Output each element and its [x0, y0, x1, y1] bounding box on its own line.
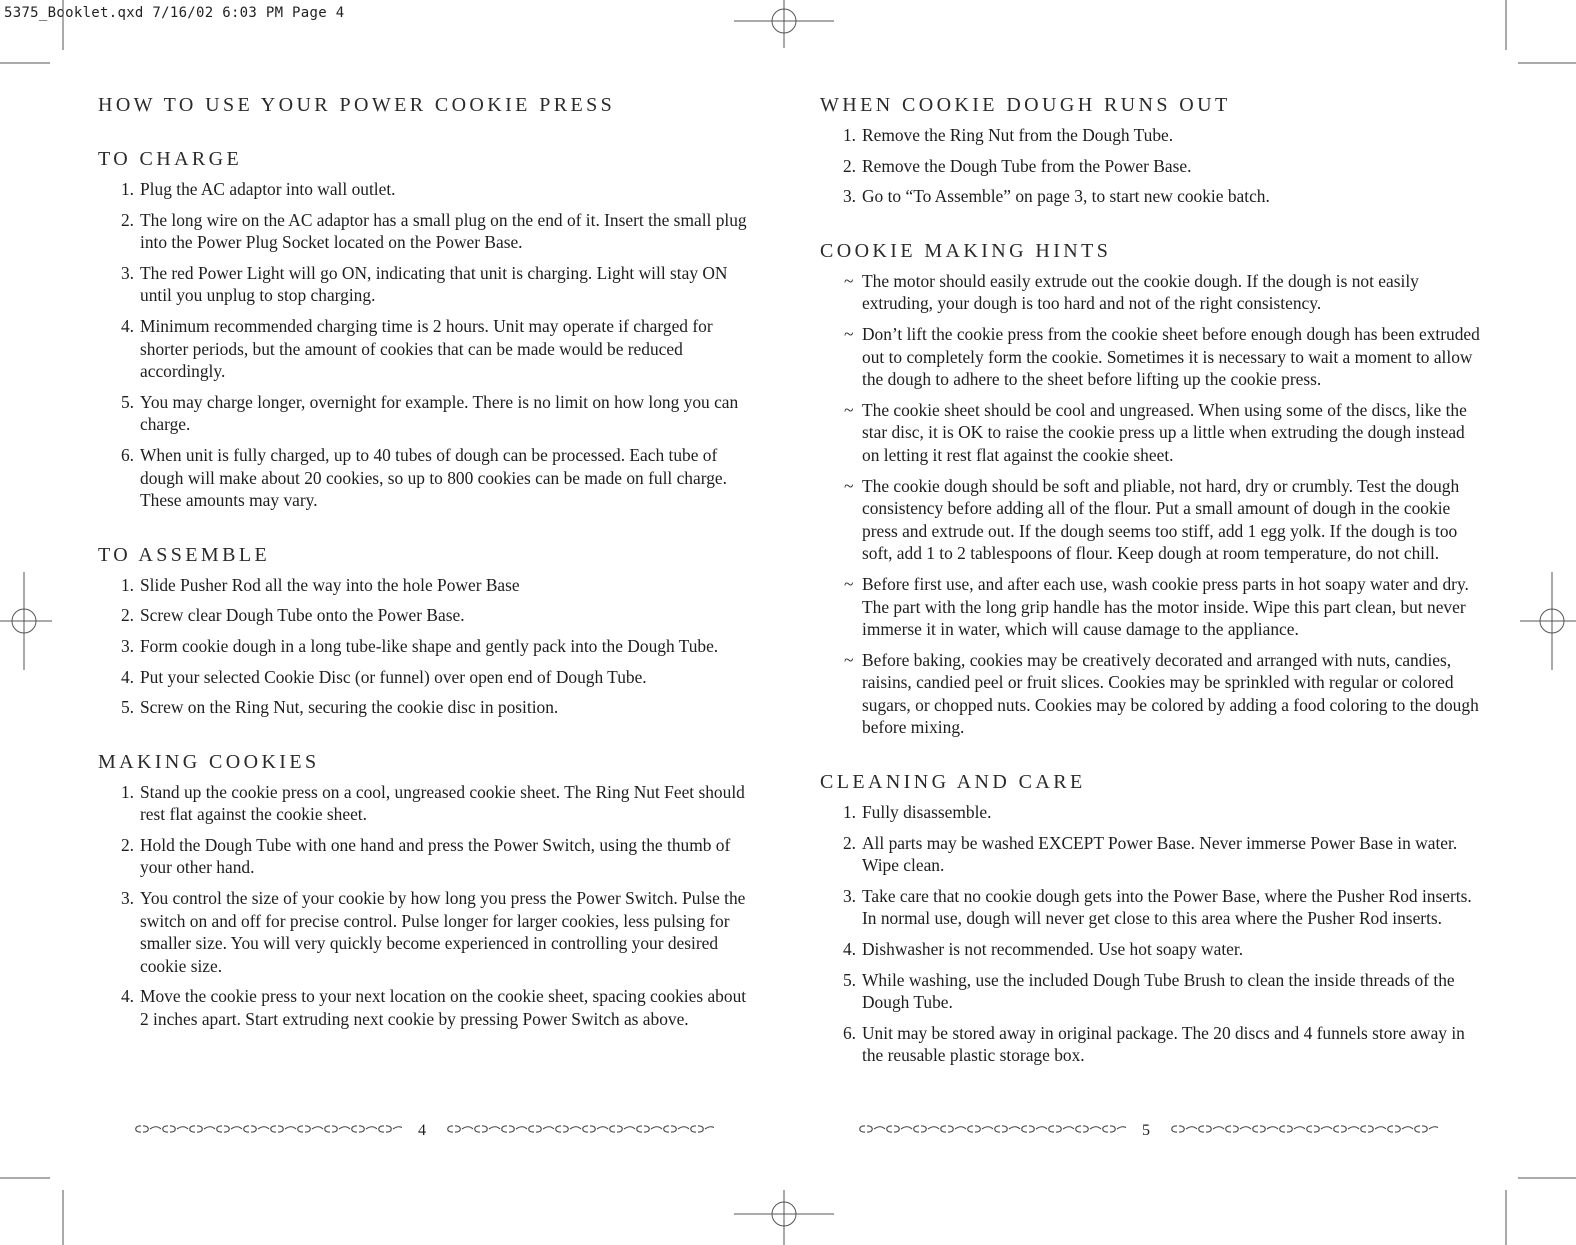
item-text: The motor should easily extrude out the cookie dough. If the dough is not easily extruding, your dough is too hard and not of the right consistency. — [862, 270, 1419, 314]
item-number: 5. — [120, 697, 134, 718]
item-number: 1. — [120, 781, 134, 802]
list-item — [820, 323, 1485, 391]
list-item — [820, 475, 1485, 565]
item-text: The cookie dough should be soft and pliable, not hard, dry or crumbly. Test the dough consistency before adding all of the flour. Put a small amount of dough in the cookie press and extrude out. If the dough seems too stiff, add 1 egg yolk. If the dough is too soft, add 1 to 2 tablespoons of flour. Keep dough at room temperature, do not chill. — [862, 475, 1460, 564]
scroll-ornament-icon — [442, 1122, 714, 1140]
item-text: Screw clear Dough Tube onto the Power Base. — [140, 605, 465, 626]
list-item — [820, 649, 1485, 739]
list-item — [98, 666, 758, 689]
list-item — [98, 262, 758, 307]
right-sections — [820, 90, 1485, 1067]
item-number: 6. — [120, 444, 134, 465]
instruction-list — [98, 781, 758, 1031]
item-number: 1. — [120, 179, 134, 199]
section-heading: CLEANING AND CARE — [820, 771, 1086, 794]
section-heading: TO CHARGE — [98, 148, 243, 170]
list-item — [820, 124, 1485, 147]
item-number: 4. — [120, 986, 134, 1007]
item-number: 6. — [842, 1022, 856, 1043]
section-heading: MAKING COOKIES — [98, 750, 320, 773]
list-item — [820, 801, 1485, 824]
page-footer — [836, 1120, 1456, 1142]
item-text: The cookie sheet should be cool and ungreased. When using some of the discs, like the star disc, it is OK to raise the cookie press up a little when extruding the dough instead on letting it rest flat against the cookie sheet. — [862, 399, 1467, 465]
list-item — [820, 573, 1485, 641]
page-4 — [98, 90, 758, 1059]
list-item — [98, 444, 758, 512]
item-number: 4. — [842, 939, 856, 960]
left-sections — [98, 144, 758, 1031]
item-text: Move the cookie press to your next location on the cookie sheet, spacing cookies about 2 inches apart. Start extruding next cookie by pressing Power Switch as above. — [140, 986, 747, 1030]
item-text: Screw on the Ring Nut, securing the cookie disc in position. — [140, 697, 559, 718]
page-number: 4 — [418, 1122, 426, 1139]
item-text: Stand up the cookie press on a cool, ungreased cookie sheet. The Ring Nut Feet should rest flat against the cookie sheet. — [140, 781, 745, 825]
item-number: 2. — [842, 155, 856, 176]
page-footer — [112, 1120, 732, 1142]
item-number: 4. — [120, 666, 134, 687]
scroll-ornament-icon — [854, 1122, 1126, 1140]
list-item — [98, 209, 758, 254]
item-text: Form cookie dough in a long tube-like shape and gently pack into the Dough Tube. — [140, 635, 719, 656]
list-item — [98, 391, 758, 436]
item-text: You control the size of your cookie by how long you press the Power Switch. Pulse the switch on and off for precise control. Pulse longer for larger cookies, less pulsing for smaller size. You will very quickly become experienced in controlling your desired cookie size. — [140, 888, 746, 976]
instruction-list — [820, 270, 1485, 739]
list-item — [820, 185, 1485, 208]
item-text: Put your selected Cookie Disc (or funnel) over open end of Dough Tube. — [140, 666, 647, 687]
list-item — [98, 574, 758, 597]
print-slug: 5375_Booklet.qxd 7/16/02 6:03 PM Page 4 — [4, 5, 345, 21]
list-item — [820, 969, 1485, 1014]
item-number: 1. — [842, 125, 856, 145]
list-item — [98, 887, 758, 977]
list-item — [820, 1022, 1485, 1067]
bullet-tilde: ~ — [844, 649, 854, 670]
instruction-list — [820, 124, 1485, 208]
item-text: Remove the Dough Tube from the Power Base. — [862, 155, 1192, 176]
item-text: When unit is fully charged, up to 40 tubes of dough can be processed. Each tube of dough will make about 20 cookies, so up to 800 cookies can be made on full charge. These amounts may vary. — [140, 444, 727, 511]
item-text: Before first use, and after each use, wash cookie press parts in hot soapy water and dry. The part with the long grip handle has the motor inside. Wipe this part clean, but never immerse it in water, which will cause damage to the appliance. — [862, 573, 1469, 640]
item-text: Minimum recommended charging time is 2 hours. Unit may operate if charged for shorter periods, but the amount of cookies that can be made would be reduced accordingly. — [140, 315, 713, 382]
item-text: Remove the Ring Nut from the Dough Tube. — [862, 125, 1174, 145]
item-number: 4. — [120, 315, 134, 336]
item-number: 5. — [842, 969, 856, 990]
instruction-list — [820, 801, 1485, 1067]
item-number: 2. — [120, 834, 134, 855]
item-text: The long wire on the AC adaptor has a small plug on the end of it. Insert the small plug into the Power Plug Socket located on the Power Base. — [140, 209, 747, 253]
section-heading: WHEN COOKIE DOUGH RUNS OUT — [820, 94, 1231, 116]
list-item — [820, 399, 1485, 467]
item-number: 3. — [842, 186, 856, 207]
item-number: 5. — [120, 391, 134, 412]
item-text: Fully disassemble. — [862, 802, 992, 823]
item-number: 3. — [120, 635, 134, 656]
item-number: 3. — [842, 885, 856, 906]
list-item — [98, 985, 758, 1030]
item-text: Plug the AC adaptor into wall outlet. — [140, 179, 396, 199]
registration-target-icon — [0, 572, 52, 670]
bullet-tilde: ~ — [844, 323, 854, 344]
registration-target-icon — [1520, 572, 1576, 670]
item-text: Take care that no cookie dough gets into the Power Base, where the Pusher Rod inserts. In normal use, dough will never get close to this area where the Pusher Rod inserts. — [862, 885, 1472, 929]
list-item — [820, 155, 1485, 178]
list-item — [98, 834, 758, 879]
list-item — [98, 604, 758, 627]
list-item — [820, 832, 1485, 877]
scroll-ornament-icon — [130, 1122, 402, 1140]
item-text: You may charge longer, overnight for example. There is no limit on how long you can charge. — [140, 391, 739, 435]
instruction-list — [98, 574, 758, 719]
item-text: The red Power Light will go ON, indicating that unit is charging. Light will stay ON until you unplug to stop charging. — [140, 262, 728, 306]
item-number: 1. — [120, 574, 134, 595]
item-text: While washing, use the included Dough Tube Brush to clean the inside threads of the Dough Tube. — [862, 969, 1455, 1013]
list-item — [98, 178, 758, 201]
page-number: 5 — [1142, 1122, 1150, 1139]
item-text: Unit may be stored away in original package. The 20 discs and 4 funnels store away in the reusable plastic storage box. — [862, 1022, 1465, 1066]
section-heading: TO ASSEMBLE — [98, 543, 271, 566]
page-5 — [820, 90, 1485, 1095]
item-number: 3. — [120, 262, 134, 283]
list-item — [820, 270, 1485, 315]
instruction-list — [98, 178, 758, 512]
item-text: All parts may be washed EXCEPT Power Base. Never immerse Power Base in water. Wipe clean. — [862, 832, 1458, 876]
list-item — [98, 696, 758, 719]
bullet-tilde: ~ — [844, 475, 854, 496]
scroll-ornament-icon — [1166, 1122, 1438, 1140]
item-number: 2. — [120, 209, 134, 230]
item-number: 2. — [120, 605, 134, 626]
item-number: 2. — [842, 832, 856, 853]
registration-target-icon — [734, 1190, 834, 1245]
page-title: HOW TO USE YOUR POWER COOKIE PRESS — [98, 94, 616, 116]
list-item — [820, 885, 1485, 930]
item-text: Don’t lift the cookie press from the cookie sheet before enough dough has been extruded out to completely form the cookie. Sometimes it is necessary to wait a moment to allow the dough to adhere to the sheet before lifting up the cookie press. — [862, 323, 1480, 390]
bullet-tilde: ~ — [844, 270, 854, 291]
registration-target-icon — [734, 0, 834, 48]
item-number: 1. — [842, 802, 856, 823]
item-text: Hold the Dough Tube with one hand and press the Power Switch, using the thumb of your other hand. — [140, 834, 731, 878]
item-text: Slide Pusher Rod all the way into the hole Power Base — [140, 574, 520, 595]
item-text: Before baking, cookies may be creatively decorated and arranged with nuts, candies, raisins, candied peel or fruit slices. Cookies may be sprinkled with regular or colored sugars, or chopped nuts. Cookies may be colored by adding a food coloring to the dough before mixing. — [862, 649, 1479, 738]
list-item — [98, 635, 758, 658]
item-text: Dishwasher is not recommended. Use hot soapy water. — [862, 939, 1244, 960]
item-text: Go to “To Assemble” on page 3, to start new cookie batch. — [862, 186, 1270, 207]
item-number: 3. — [120, 888, 134, 909]
section-heading: COOKIE MAKING HINTS — [820, 239, 1112, 262]
list-item — [98, 781, 758, 826]
list-item — [820, 938, 1485, 961]
bullet-tilde: ~ — [844, 573, 854, 594]
list-item — [98, 315, 758, 383]
bullet-tilde: ~ — [844, 399, 854, 420]
